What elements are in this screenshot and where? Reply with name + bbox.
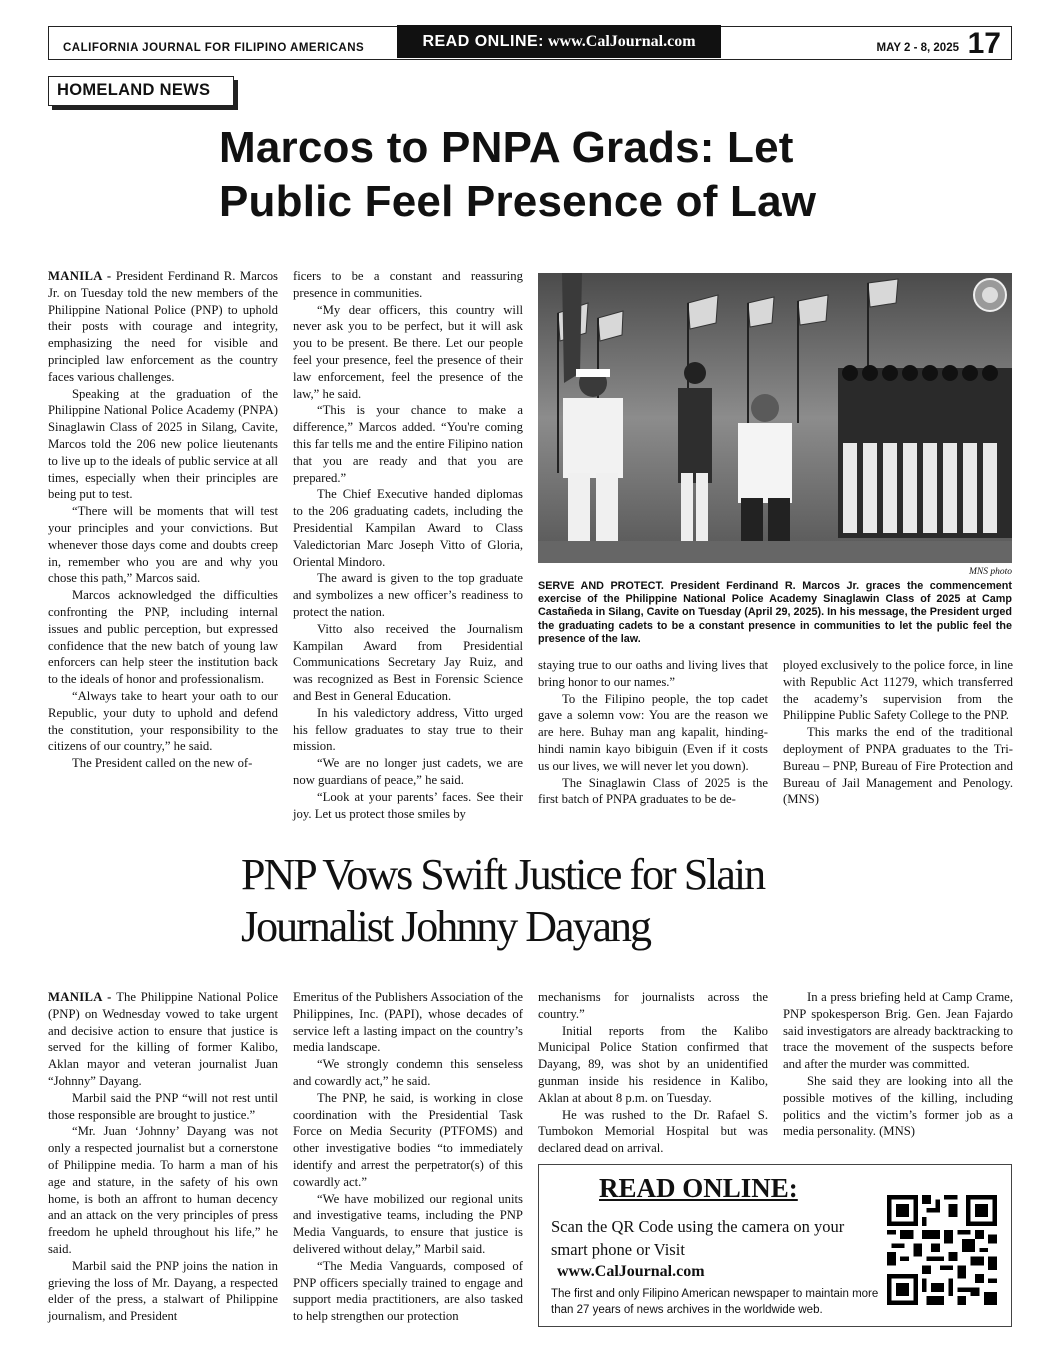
scan-instructions: Scan the QR Code using the camera on your smart phone or Visit [551, 1217, 845, 1259]
article2-paragraph: “Mr. Juan ‘Johnny’ Dayang was not only a respected journalist but a cornerstone of Philippine media. To harm a man of his age and stature, in the safety of his own home, is both an affront to human decency and an attack on the very principles of press freedom he upheld throughout his life,” he said. [48, 1124, 278, 1256]
qr-code-icon[interactable] [887, 1195, 997, 1305]
article2-paragraph: He was rushed to the Dr. Rafael S. Tumbokon Memorial Hospital but was declared dead on arrival. [538, 1107, 768, 1156]
article2-column-2 [293, 989, 523, 1325]
article1-column-2 [293, 268, 523, 822]
article1-paragraph: The President called on the new of- [72, 756, 253, 771]
article2-paragraph: mechanisms for journalists across the country.” [538, 990, 768, 1021]
article2-paragraph: She said they are looking into all the possible motives of the killing, including politics and the victim’s former job as a media personality. (MNS) [783, 1073, 1013, 1139]
article1-paragraph: This marks the end of the traditional deployment of PNPA graduates to the Tri-Bureau – PNP, Bureau of Fire Protection and Bureau of Jail Management and Penology. (MNS) [783, 725, 1013, 807]
article2-paragraph: “We strongly condemn this senseless and cowardly act,” he said. [293, 1057, 523, 1088]
article2-paragraph: Marbil said the PNP “will not rest until those responsible are brought to justice.” [48, 1090, 278, 1122]
dateline: MANILA - [48, 269, 112, 283]
article2-paragraph: Emeritus of the Publishers Association of the Philippines, Inc. (PAPI), whose decades of service left a lasting impact on the country’s media landscape. [293, 990, 523, 1055]
article1-paragraph: The award is given to the top graduate and symbolizes a new officer’s readiness to protect the nation. [293, 571, 523, 619]
article1-paragraph: “Look at your parents’ faces. See their joy. Let us protect those smiles by [293, 789, 523, 821]
article1-paragraph: ficers to be a constant and reassuring presence in communities. [293, 269, 523, 300]
read-online-box [538, 1164, 1012, 1327]
article1-paragraph: staying true to our oaths and living lives that bring honor to our names.” [538, 658, 768, 689]
article2-paragraph: “The Media Vanguards, composed of PNP officers specially trained to engage and support media practitioners, are also tasked to help strengthen our protection [293, 1258, 523, 1324]
read-online-title: READ ONLINE: [599, 1173, 798, 1203]
article2-column-4 [783, 989, 1013, 1140]
article1-paragraph: “There will be moments that will test your principles and your convictions. But whenever those days come and doubts creep in, remember who you are and why you chose this path,” Marcos said. [48, 504, 278, 586]
article1-paragraph: To the Filipino people, the top cadet gave a solemn vow: You are the reason we are here. Buhay man ang kapalit, hinding-hindi namin kayo bibiguin (Even if it costs us our lives, we will never let you down). [538, 691, 768, 773]
photo-caption: SERVE AND PROTECT. President Ferdinand R. Marcos Jr. graces the commencement exercise of the Philippine National Police Academy Sinaglawin Class of 2025 at Camp Castañeda in Silang, Cavite on Tuesday (April 29, 2025). In his message, the President urged the graduating cadets to be a constant presence in communities to let the public feel the presence of the law. [538, 580, 1012, 645]
article2-paragraph: Initial reports from the Kalibo Municipal Police Station confirmed that Dayang, 89, was shot by an unidentified gunman inside his residence in Kalibo, Aklan at about 8 p.m. on Tuesday. [538, 1023, 768, 1105]
photo-illustration [538, 273, 1012, 563]
article2-headline: PNP Vows Swift Justice for Slain Journalist Johnny Dayang [241, 850, 765, 951]
article2-column-3 [538, 989, 768, 1157]
article2-paragraph: MANILA - The Philippine National Police (PNP) on Wednesday vowed to take urgent and decisive action to ensure that justice is served for the killing of former Kalibo, Aklan mayor and veteran journalist Juan “Johnny” Dayang. [48, 990, 278, 1088]
publication-name: CALIFORNIA JOURNAL FOR FILIPINO AMERICANS [63, 42, 365, 54]
article1-paragraph: ployed exclusively to the police force, in line with Republic Act 11279, which transferred the academy’s supervision from the Philippine Public Safety College to the PNP. [783, 658, 1013, 723]
read-online-url[interactable]: www.CalJournal.com [548, 32, 696, 50]
article1-column-1 [48, 268, 278, 772]
article1-paragraph: “My dear officers, this country will never ask you to be perfect, but it will ask you to be present. Be there. Let our people feel your presence, feel the presence of their law enforcement, feel the presence of the law,” he said. [293, 302, 523, 401]
article1-column-3 [538, 657, 768, 808]
article1-column-4 [783, 657, 1013, 808]
dateline: MANILA - [48, 990, 112, 1004]
article1-paragraph: The Chief Executive handed diplomas to the 206 graduating cadets, including the Presidential Kampilan Award to Class Valedictorian Marc Joseph Vitto of Gloria, Oriental Mindoro. [293, 487, 523, 569]
issue-date: MAY 2 - 8, 2025 [876, 42, 959, 54]
article2-paragraph: In a press briefing held at Camp Crame, PNP spokesperson Brig. Gen. Jean Fajardo said investigators are already backtracking to trace the movement of the suspects before and after the murder was committed. [783, 990, 1013, 1072]
article1-paragraph: “We are no longer just cadets, we are now guardians of peace,” he said. [293, 756, 523, 787]
masthead-bar [48, 26, 1012, 60]
article1-headline: Marcos to PNPA Grads: Let Public Feel Presence of Law [219, 123, 817, 226]
graduation-photo [538, 273, 1012, 563]
article1-paragraph: “This is your chance to make a difference,” Marcos added. “You're coming this far tells me and the entire Filipino nation that you are ready and that you are prepared.” [293, 403, 523, 485]
article1-paragraph: “Always take to heart your oath to our Republic, your duty to uphold and defend the constitution, your responsibility to the citizens of our country,” he said. [48, 688, 278, 754]
read-online-banner[interactable] [397, 25, 721, 58]
article1-paragraph: Speaking at the graduation of the Philippine National Police Academy (PNPA) Sinaglawin Class of 2025 in Silang, Cavite, Marcos told the 206 new police lieutenants to live up to the ideals of public service at all times, especially when their principles are being put to test. [48, 386, 278, 502]
tagline: The first and only Filipino American newspaper to maintain more than 27 years of news archives in the worldwide web. [551, 1288, 879, 1316]
article1-paragraph: Marcos acknowledged the difficulties confronting the PNP, including internal issues and public perception, but expressed confidence that the new batch of young law enforcers can help steer the institution back to the ideals of honor and professionalism. [48, 588, 278, 687]
article2-paragraph: “We have mobilized our regional units and investigative teams, including the PNP Media Vanguards, to ensure that justice is delivered without delay,” Marbil said. [293, 1191, 523, 1256]
photo-credit: MNS photo [968, 567, 1012, 577]
read-online-label: READ ONLINE: [422, 32, 544, 50]
article1-paragraph: Vitto also received the Journalism Kampilan Award from Presidential Communications Secretary Jay Ruiz, and was recognized as Best in Forensic Science and Best in General Education. [293, 621, 523, 703]
article2-paragraph: The PNP, he said, is working in close coordination with the Presidential Task Force on Media Security (PTFOMS) and other investigative bodies “to immediately identify and arrest the perpetrator(s) of this cowardly act.” [293, 1090, 523, 1189]
page-number: 17 [967, 27, 1001, 60]
website-link[interactable]: www.CalJournal.com [557, 1263, 705, 1280]
article2-column-1 [48, 989, 278, 1325]
article2-paragraph: Marbil said the PNP joins the nation in grieving the loss of Mr. Dayang, a respected elder of the press, a stalwart of Philippine journalism, and President [48, 1258, 278, 1324]
article1-paragraph: MANILA - President Ferdinand R. Marcos Jr. on Tuesday told the new members of the Philippine National Police (PNP) to uphold their posts with courage and integrity, emphasizing the need for visible and principled law enforcement as the country faces various challenges. [48, 269, 278, 384]
section-label: HOMELAND NEWS [48, 76, 234, 106]
article1-paragraph: The Sinaglawin Class of 2025 is the first batch of PNPA graduates to be de- [538, 775, 768, 807]
article1-paragraph: In his valedictory address, Vitto urged his fellow graduates to stay true to their mission. [293, 705, 523, 754]
